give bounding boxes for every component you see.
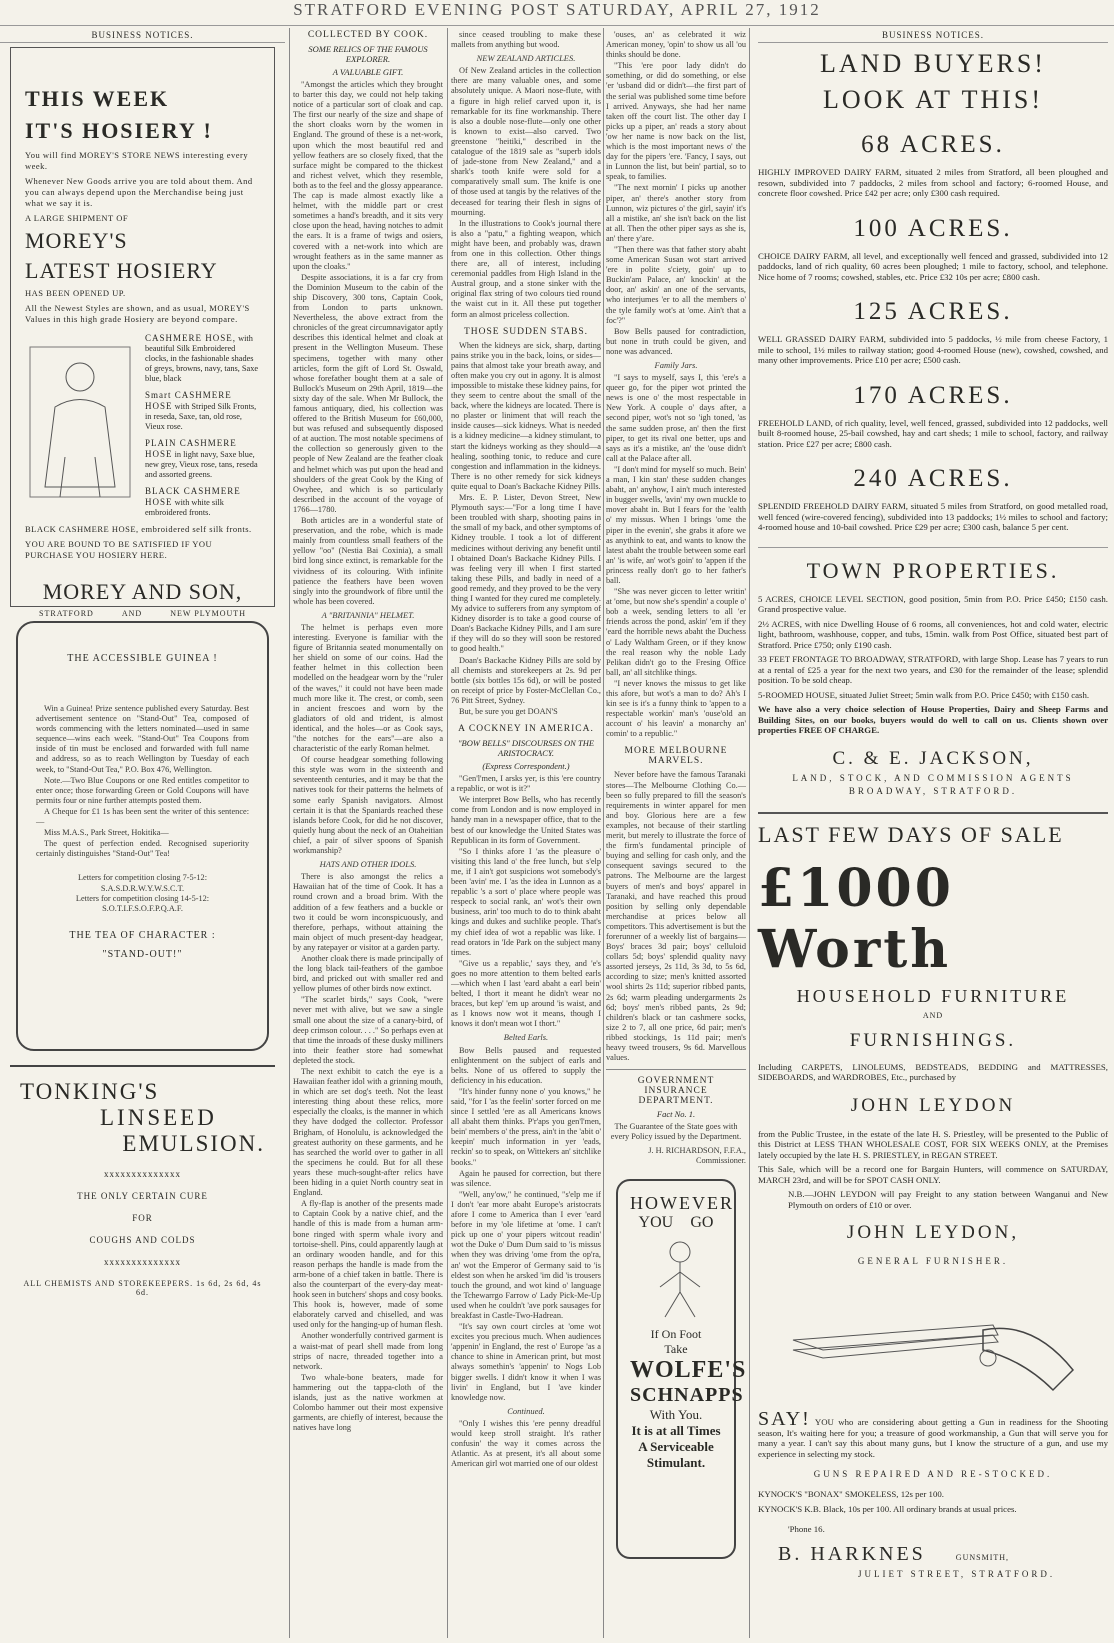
- article-title: MORE MELBOURNE MARVELS.: [624, 746, 728, 767]
- ad-text: This Sale, which will be a record one for Bargain Hunters, will commence on SATURDAY, MARCH 23rd, and will be for SPOT CASH ONLY.: [758, 1164, 1108, 1185]
- ad-text: You will find MOREY'S STORE NEWS interesting every week.: [25, 150, 249, 171]
- ad-text: JULIET STREET, STRATFORD.: [858, 1568, 1056, 1579]
- column-5: [752, 30, 1114, 1638]
- article-subtitle: "BOW BELLS" DISCOURSES ON THE ARISTOCRACY.: [457, 738, 595, 759]
- article-body: "Amongst the articles which they brought to barter this day, we could not help taking notice of a particular sort of cloak and cap. The first our nearly of the size and shape of the short cloaks worn by the women in England. The ground of these is a net-work, upon which the most beautiful red and yellow feathers are so closely fixed, that the surface might be compared to the thickest and richest velvet, which they resemble, both as to the feel and the glossy appearance. The cap is made almost exactly like a helmet, with the middle part or crest sometimes a hand's breadth, and it sits very close upon the head, having notches to admit the ears. It is a frame of twigs and osiers, covered with a net-work into which are wrought feathers as in the same manner as upon the cloaks." Despite associations, it is a far cry from the Dominion Museum to the cabin of the ship Discovery, 300 tons, Captain Cook, from London to parts unknown. Nevertheless, the above extract from the chronicles of the great circumnavigator aptly describes this identical helmet and cloak at present in the Wellington Museum. These specimens, together with many other articles, form the gift of Lord St. Oswald, whose forefather bought them at a sale of Bullock's Museum on 29th April, 1819—the sixty day of the sale. When Mr Bullock, the famous antiquary, died, his collection was offered to the British Museum for £60,000, but was refused and subsequently disposed of at auction. The most notable specimens of the collection so generously given to the people of New Zealand are the feather cloak and helmet which was put upon the head and shoulders of the great Cook by the King of Owyhee, and which is so particularly described in the account of the voyage of 1766—1780. Both articles are in a wonderful state of preservation, and the robe, which is made mainly from countless small feathers of the yellow "oo" (Nestia Bai Coxinia), a small bird long since extinct, is remarkable for the vividness of its colouring. With infinite patience the feathers have been woven singly into the groundwork of fibre until the whole has been covered. A "BRITANNIA" HELMET. The helmet is perhaps even more interesting. Everyone is familiar with the figure of Britannia seated monumentally on her shield on some of our coins. Had the feather helmet in this collection been modelled on the headgear worn by the "ruler of the waves," it could not have been made much more like it. The crest, or comb, seen in ancient frescoes and worn by the gladiators of old and trident, is almost identical, and the holes—or as Cook says, "the notches for the ears"—are also a characteristic of the early Roman helmet. Of course headgear something following this style was worn in the sixteenth and seventeenth centuries, and it may be that the natives took for their patterns the helmets of some early Spanish navigators. Almost certain it is that the Spaniards reached these islands before Cook, for did he not discover, quietly hung about the neck of an Otaheitian chief, a pair of silver spoons of Spanish workmanship? HATS AND OTHER IDOLS. There is also amongst the relics a Hawaiian hat of the time of Cook. It has a round crown and a broad brim. With the addition of a few feathers and a buckle or two it could be worn inconspicuously, and therefore, perhaps, without attaining the main object of much present-day headgear, by any ratepayer or visitor at a garden party. Another cloak there is made principally of the long black tail-feathers of the gamboe bird, and pricked out with smaller red and yellow plumes of other birds now extinct. "The scarlet birds," says Cook, "were never met with alive, but we saw a single small one about the size of a canary-bird, of deep crimson colour. . . ." So perhaps even at that time the inroads of these dusky milliners into their feather store had somewhat depleted the stock. The next exhibit to catch the eye is a Hawaiian feather idol with a grinning mouth, in which are set dog's teeth. Not the least interesting thing about these relics, more especially the cloaks, is the manner in which they have dodged the collector. Professor Brigham, of Honolulu, is acknowledged the greatest authority on these garments, and he has searched the world over to gather in all the specimens he could. But for all these years these much-sought-after relics have been hiding in a quiet North country seat in England. A fly-flap is another of the presents made to Captain Cook by a native chief, and the handle of this is made from a human arm-bone ringed with sperm whale ivory and tortoise-shell. Pins, could apparently laugh at an ordinary wooden handle, and for this reason perhaps the handle is made from the arm-bone of a chief taken in battle. There is also the counterpart of the every-day meat-hook seen in butchers' shops and cosy books. This hook is, however, made of some elaborately carved and chiselled, and was used only for the hanging-up of human flesh. Another wonderfully contrived garment is a waist-mat of pearl shell made from long strips of nacre, threaded together into a network. Two whale-bone beaters, made for hammering out the tappa-cloth of the islands, just as the native workmen at Colombo hammer out their most expensive garments, are chiefly of interest, because the natives have long: [293, 80, 443, 1433]
- section-header: BUSINESS NOTICES.: [0, 30, 285, 43]
- column-rule: [447, 28, 448, 1638]
- subheading: A VALUABLE GIFT.: [332, 67, 404, 77]
- ad-heading: THIS WEEK: [25, 86, 170, 111]
- ad-text: KYNOCK'S K.B. Black, 10s per 100. All ordinary brands at usual prices.: [758, 1503, 1017, 1514]
- section-header: BUSINESS NOTICES.: [758, 30, 1108, 43]
- town-property-list: 5 ACRES, CHOICE LEVEL SECTION, good position, 5min from P.O. Price £450; £150 cash. Grand prospective value. 2½ ACRES, with nice Dwelling House of 6 rooms, all conveniences, hot and cold water, electric light, bathroom, washhouse, copper, and tubs, 15min. walk from Post Office, situated best part of Stratford. Price £750; only £190 cash. 33 FEET FRONTAGE TO BROADWAY, STRATFORD, with large Shop. Lease has 7 years to run at a rental of £25 a year for the next two years, and £30 for the remainder of the lease; splendid position. To be sold cheap. 5-ROOMED HOUSE, situated Juliet Street; 5min walk from P.O. Price £450; with £150 cash. We have also a very choice selection of House Properties, Dairy and Sheep Farms and Building Sites, on our books, buyers would do well to call on us. Clients shown over properties FREE OF CHARGE.: [758, 593, 1108, 735]
- ad-heading: THE ACCESSIBLE GUINEA !: [67, 653, 218, 664]
- merchant-name: JOHN LEYDON: [850, 1094, 1016, 1116]
- article-body: Never before have the famous Taranaki stores—The Melbourne Clothing Co.—been so fully prepared to fill the season's requirements in winter apparel for men and boy. Glorious here are a few examples, not because of their startling merit, but merely to illustrate the force of the firm's fundamental principle of buying and selling for cash only, and the consequent savings secured to the patrons. The Melbourne are the largest buyers of men's and boys' apparel in Taranaki, and have reached this proud position by selling only dependable merchandise at prices below all competitors. This advertisement is but the forerunner of a weekly list of bargains—Boys' braces 3d pair; boys' celluloid collars 5d; boys' splendid quality navy assorted jerseys, 2s 11d, 3s 3d, to 5s 6d, according to size; men's knitted assorted wool shirts 2s 11d; superior ribbed pants, 2s 6d; warm pleading undergarments 2s 6d; boys' men's ribbed pants, 2s 9d; children's black or tan cashmere socks, size 2 to 7, all one price, 6d pair; men's ribbed stockings, 1s 11d pair; men's heavy tweed trousers, 9s 6d. Marvellous values.: [606, 770, 746, 1063]
- firm-towns: STRATFORD AND NEW PLYMOUTH: [39, 609, 246, 618]
- column-rule: [603, 28, 604, 1638]
- gun-illustration: [758, 1280, 1108, 1400]
- column-4: [606, 30, 746, 1638]
- hose-item: BLACK CASHMERE HOSE with white silk embroidered fronts.: [145, 486, 241, 517]
- gun-ad-text: SAY! YOU who are considering about getting a Gun in readiness for the Shooting season, It's waiting here for you; a treasure of good workmanship, a Gun that will serve you for many a year. I can't say this about many guns, but I know the structure of a gun, and use my experience in selecting my stock.: [758, 1408, 1109, 1459]
- hose-item: Smart CASHMERE HOSE with Striped Silk Fronts, in reseda, Saxe, tan, old rose, Vieux rose.: [145, 390, 257, 431]
- ad-text: A LARGE SHIPMENT OF: [25, 213, 129, 223]
- ad-text: YOU ARE BOUND TO BE SATISFIED IF YOU PURCHASE YOU HOSIERY HERE.: [25, 539, 213, 560]
- ad-heading: "STAND-OUT!": [102, 948, 183, 960]
- byline: (Express Correspondent.): [482, 761, 570, 772]
- property-list: 68 ACRES. HIGHLY IMPROVED DAIRY FARM, situated 2 miles from Stratford, all been ploughed and resown, subdivided into 7 paddocks, 2 miles from school and factory; 6-roomed House, and concrete floor cowshed. Price £42 per acre; only £300 cash required. 100 ACRES. CHOICE DAIRY FARM, all level, and exceptionally well fenced and grassed, subdivided into 12 paddocks, land of rich quality, 60 acres been ploughed; 1 mile to factory, school, and telephone. Nice home of 7 rooms; cowshed, stables, etc. Price £32 10s per acre; £800 cash. 125 ACRES. WELL GRASSED DAIRY FARM, subdivided into 5 paddocks, ½ mile from cheese Factory, 1 mile to school, 1½ miles to railway station; good 4-roomed House (new), cowshed, cowshed, and many other improvements. Price £10 per acre; £500 cash. 170 ACRES. FREEHOLD LAND, of rich quality, level, well fenced, grassed, subdivided into 12 paddocks, well built 8-roomed house, 25-bail cowshed, hay and cart sheds; 1 mile to school, factory, and railway station. Price £27 per acre; £800 cash. 240 ACRES. SPLENDID FREEHOLD DAIRY FARM, situated 5 miles from Stratford, on good metalled road, well fenced (wire-covered fencing), subdivided into 13 paddocks; 1½ miles to school and factory; 4-roomed house and 10-bail cowshed. Price £29 per acre; £300 cash, balance 5 per cent.: [758, 131, 1108, 532]
- guinea-advert: [16, 621, 269, 1051]
- ad-text: Whenever New Goods arrive you are told about them. And you can always depend upon the Merchandise being just what we say it is.: [25, 176, 253, 208]
- ad-text: ALL CHEMISTS AND STOREKEEPERS. 1s 6d, 2s 6d, 4s 6d.: [23, 1279, 262, 1297]
- ad-text: xxxxxxxxxxxxxx: [104, 1169, 181, 1179]
- ad-text: Win a Guinea! Prize sentence published every Saturday. Best advertisement sentence on "Stand-Out" Tea, composed of words commencing with the letters nominated—used in same sequence—wins each week. "Stand-Out" Tea Coupons from inside of tin must be enclosed and forwarded with full name and address, so as to reach Wellington by Tuesday of each week, to "Stand-Out Tea," P.O. Box 476, Wellington. Note.—Two Blue Coupons or one Red entitles competitor to enter once; those forwarding Green or Gold Coupons will have permits four or nine further attempts posted them. A Cheque for £1 1s has been sent the writer of this sentence:— Miss M.A.S., Park Street, Hokitika— The quest of perfection ended. Recognised superiority certainly distinguishes "Stand-Out" Tea!: [36, 704, 249, 859]
- ad-heading: LAND BUYERS!: [820, 49, 1046, 78]
- figure-illustration: [630, 1232, 730, 1322]
- ad-heading: LAST FEW DAYS OF SALE: [758, 812, 1108, 848]
- ad-heading: TONKING'S: [20, 1079, 160, 1104]
- hose-item: CASHMERE HOSE, with beautiful Silk Embroidered clocks, in the fashionable shades of greys, browns, navy, tans, Saxe blue, black: [145, 333, 259, 383]
- firm-name: MOREY AND SON,: [42, 579, 243, 604]
- column-3: [451, 30, 601, 1638]
- ad-text: COUGHS AND COLDS: [89, 1235, 196, 1245]
- column-rule: [289, 28, 290, 1638]
- article-body: "Gen'l'men, I arsks yer, is this 'ere country a repablic, or wot is it?" We interpret Bow Bells, who has recently come from London and is now employed in handy man in a newspaper office, that to the best of our knowledge the United States was Republican in its form of Government. "So I thinks afore I 'as the pleasure o' visiting this land o' the free lunch, but s'elp me, if I ain't got suspicions wot somebody's been 'avin' me. I 'as the idea in Lunnon as a repablic 's a sort o' place where people was respeck to social rank, an' wot's their own business, arin' too much to do to think abaht kings and dukes and suchlike people. That's my chief idea of wot a repablic was like. I read orators in 'Ide Park on the subject many times. "Give us a repablic,' says they, and 'e's goes no more attention to them belted earls—which when I last 'eard abaht a earl bein' belted, I thort it meant he didn't wear no braces, but kep' 'em up around 'is waist, and as I knows now wot it means, though I knows it don't mean wot I thort." Belted Earls. Bow Bells paused and requested enlightenment on the subject of earls and belts. None of us offered to supply the deficiency in his education. "It's hinder funny none o' you knows," he said, "for I 'as the feelin' sorter forced on me since I settled 'ere as all Americans knows all abaht them thinks. P'r'aps you gen'l'men, bein' members o' the press, ain't in the 'abit o' keepin' much information in yer 'eads, reckin' so to speak, on Wittekers an' sitchlike books." Again he paused for correction, but there was silence. "Well, any'ow," he continued, "s'elp me if I don't 'ear more abaht Europe's aristocrats afore I come to America than I ever 'eard before in my 'ole lifetime at 'ome. I can't pick up one o' your pipers witcout readin' wot the Duke o' Dum Dum said to 'is missus when they was driving 'ome from the op'ra, an' wot the Emperor of Germany said to 'is eldest son when he arsked 'im did 'is trousers touch the ground, and wot kind o' language the Tchewarrgo Farrow o' Lady Pick-Me-Up used when he couldn't 'ave pork sausages for breakfast in Castle-Two-Hadrean. "It's say own court circles at 'ome wot excites you precious much. When audiences 'appenin' in England, the rest o' Europe 'as a chance to shine in American print, but most always somethin's 'appenin' to Nogs Lob bigger swells. I didn't know it when I was livin' in England, but I 'ave kinder knowledge now. Continued. "Only I wishes this 'ere penny dreadful would keep stroll straight. It's rather confusin' the way it comes across the Atlantic. As at present, it's all about some American girl wot married one of our oldest: [451, 774, 601, 1469]
- ad-heading: THE TEA OF CHARACTER :: [69, 929, 216, 941]
- ad-text: N.B.—JOHN LEYDON will pay Freight to any station between Wanganui and New Plymouth on orders of £10 or over.: [788, 1189, 1108, 1210]
- ad-text: GENERAL FURNISHER.: [857, 1256, 1009, 1266]
- article-body: 'ouses, an' as celebrated it wiz American money, 'opin' to show us all 'ou thinks should be done. "This 'ere poor lady didn't do something, or did do something, or else 'er 'usband did or didn't—the first part of the serial was published some time before I arrived. Anyways, she had her name taken off the court list. The other day I picks up a piper, an' reads a story about 'ow her name is now back on the list, which is the most important news o' the day for the pipers 'ere. 'Fancy, I says, out in Lunnon the list, but bein' partial, so to speak, to families. "The next mornin' I picks up another piper, an' there's another story from Lunnon, wiz pictures o' the girl, sayin' it's all a mistike, an' she isn't back on the list at all. Then the other piper says as she is, an' there y'are. "Then there was that father story abaht some American Susan wot start arrived 'ere in polite s'ciety, goin' up to Buckin'am Palace, an' knockin' at the door, an' askin' an one of the servants, who interjumes 'er to all the members o' the tyle family wot's at 'ome. Ain't that a foc'?" Bow Bells paused for contradiction, but none in truth could be given, and none was advanced. Family Jars. "I says to myself, says I, this 'ere's a queer go, for the piper wot printed the news is one o' the most respectable in New York. A couple o' days after, a second piper, wot's not so 'igh toned, 'as the same sudden prose, an' then the first piper, to get its rival one better, ups and says as it's a mistike, an' the 'ouse didn't call at the Palace after all. "I don't mind for myself so much. Bein' a man, I kin stan' these sudden changes abaht, an' anyhow, I ain't much interested in bugger swells, 'avin' my own muckle to mover abaht in. But I fears for the 'ealth o' my missus. When I brings 'ome the piper in the evenin', she grabs it afore we as anythink to eat, and wants to know the latest abaht the trouble between some earl an' 'is wife, an' wot's goin' to 'appen if the princess really don't go to her father's ball. "She was never giccen to letter writin' at 'ome, but now she's spendin' a couple o' bob a week, sending letters to all 'er friends across the pond, askin' 'em if they 'eard the horrible news abaht the Duchess o' Lady Waltham Green, or if they know the real reason why the noble Lady Pelikan didn't go to the Fresing Office ball, an' all sitchlike things. "I never knows the missus to get like this afore, but wot's a man to do? Ah's I kin see is it's a funny think to 'appen to a respectable workin' man's 'ouse'old an account o' his leavin' a monarchy an' comin' to a republic.": [606, 30, 746, 739]
- letters: Letters for competition closing 7-5-12: S.A.S.D.R.W.Y.W.S.C.T. Letters for competition closing 14-5-12: S.O.T.I.F.S.O.F.P.Q.A.F.: [75, 873, 210, 913]
- lady-illustration: [25, 337, 135, 507]
- ad-text: HAS BEEN OPENED UP.: [25, 288, 126, 298]
- ad-text: KYNOCK'S "BONAX" SMOKELESS, 12s per 100.: [758, 1489, 944, 1499]
- ad-heading: LOOK AT THIS!: [822, 85, 1044, 114]
- ad-text: 'Phone 16.: [788, 1524, 825, 1534]
- ad-text: THE ONLY CERTAIN CURE: [77, 1191, 208, 1201]
- govt-insurance-ad: GOVERNMENT INSURANCE DEPARTMENT. Fact No. 1. The Guarantee of the State goes with every Policy issued by the Department. J. H. RICHARDSON, F.F.A., Commissioner.: [606, 1069, 746, 1166]
- column-rule: [749, 28, 750, 1638]
- article-body: When the kidneys are sick, sharp, darting pains strike you in the back, loins, or sides—pains that almost take your breath away, and often make you cry out in agony. It is almost impossible to mistake these kidney pains, for they seem to centre about the small of the back, where the kidneys are located. There is no plaster or liniment that will reach the inside causes—sick kidneys. What is needed is a kidney medicine—a kidney stimulant, to start the kidneys working as they should—a healing, soothing tonic, to reduce and cure congestion and inflammation in the kidneys. There is no other remedy for sick kidneys quite equal to Doan's Backache Kidney Pills. Mrs. E. P. Lister, Devon Street, New Plymouth says:—"For a long time I have been troubled with sharp, shooting pains in the small of my back, and other symptoms of Kidney trouble. I took a lot of different medicines without deriving any benefit until I obtained Doan's Backache Kidney Pills. I was feeling very ill when I first started taking these Pills, and badly in need of a good remedy, and they proved to be the very thing I wanted for they cured me completely. My advice to sufferers from any symptom of Kidney disorder is to take a good course of Doan's Backache Kidney Pills, and I am sure if they will do so they will soon be restored to good health." Doan's Backache Kidney Pills are sold by all chemists and storekeepers at 2s. 9d per bottle (six bottles 15s 6d), or will be posted on receipt of price by Foster-McClellan Co., 76 Pitt Street, Sydney. But, be sure you get DOAN'S: [451, 340, 601, 716]
- agent-name: C. & E. JACKSON,: [832, 747, 1034, 769]
- ad-text: AND: [922, 1010, 944, 1020]
- ad-text: Including CARPETS, LINOLEUMS, BEDSTEADS, BEDDING and MATTRESSES, SIDEBOARDS, and WARDROBES, Etc., purchased by: [758, 1061, 1108, 1082]
- wolfes-schnapps-ad: HOWEVER YOU GO If On Foot Take WOLFE'S SCHNAPPS With You. It is at all Times A Serviceable Stimulant.: [616, 1179, 736, 1559]
- tonking-advert: [10, 1065, 275, 1321]
- column-2: [293, 30, 443, 1638]
- merchant-name: JOHN LEYDON,: [846, 1222, 1020, 1243]
- article-title: A COCKNEY IN AMERICA.: [458, 724, 594, 735]
- article-subtitle: SOME RELICS OF THE FAMOUS EXPLORER.: [308, 44, 428, 64]
- ad-text: LAND, STOCK, AND COMMISSION AGENTS: [792, 772, 1074, 783]
- ad-text: GUNS REPAIRED AND RE-STOCKED.: [813, 1469, 1053, 1479]
- ad-heading: £1000 Worth: [758, 857, 954, 980]
- ad-heading: LATEST HOSIERY: [25, 258, 218, 283]
- ad-heading: EMULSION.: [122, 1131, 265, 1156]
- hosiery-list: [25, 333, 260, 518]
- ad-heading: FURNISHINGS.: [849, 1029, 1017, 1051]
- hose-item: PLAIN CASHMERE HOSE in light navy, Saxe blue, new grey, Vieux rose, tans, reseda and assorted greens.: [145, 438, 258, 479]
- ad-heading: TOWN PROPERTIES.: [758, 547, 1108, 584]
- ad-text: from the Public Trustee, in the estate of the late H. S. Priestley, will be presented to the Public of this District at LESS THAN WHOLESALE COST, FOR SIX WEEKS ONLY, at the Premises lately occupied by the late H. S. PRIESTLEY, in REGAN STREET.: [758, 1128, 1108, 1160]
- ad-heading: IT'S HOSIERY !: [25, 118, 213, 143]
- article-title: COLLECTED BY COOK.: [307, 30, 429, 40]
- ad-text: All the Newest Styles are shown, and as usual, MOREY'S Values in this high grade Hosiery are beyond compare.: [25, 303, 250, 324]
- ad-text: BLACK CASHMERE HOSE, embroidered self silk fronts.: [25, 524, 252, 534]
- gunsmith-name: B. HARKNES GUNSMITH,: [778, 1542, 1010, 1565]
- ad-text: FOR: [132, 1213, 153, 1223]
- masthead: STRATFORD EVENING POST SATURDAY, APRIL 27, 1912: [0, 0, 1114, 26]
- ad-heading: HOUSEHOLD FURNITURE: [796, 985, 1070, 1006]
- article-body: since ceased troubling to make these mallets from anything but wood. NEW ZEALAND ARTICLES. Of New Zealand articles in the collection there are many valuable ones, and some absolutely unique. A Maori nose-flute, with a figure in high relief carved upon it, is remarkable for its fine workmanship. There is also a double nose-flute—only one other is known to exist—also carved. Two greenstone "heitiki," described in the catalogue of the 1819 sale as "superb idols of jade-stone from New Zealand," and a shark's tooth knife were sold for a comparatively small sum. The knife is one of those used at tangis by the relatives of the deceased for tearing their flesh in signs of mourning. In the illustrations to Cook's journal there is also a "patu," a fighting weapon, which might have been, and probably was, drawn from one in this collection. Other things there are, all of interest, including ceremonial paddles from High Island in the Austral group, and a stone sinker with the original flax string of two colours tied round the waist cut in it. All these put together form an almost priceless collection.: [451, 30, 601, 319]
- ad-text: BROADWAY, STRATFORD.: [848, 785, 1018, 796]
- article-title: THOSE SUDDEN STABS.: [463, 326, 589, 337]
- column-1: [0, 30, 285, 1638]
- ad-text: xxxxxxxxxxxxxx: [104, 1257, 181, 1267]
- morey-advert: [10, 47, 275, 618]
- ad-heading: MOREY'S: [25, 228, 128, 253]
- ad-heading: LINSEED: [100, 1105, 217, 1130]
